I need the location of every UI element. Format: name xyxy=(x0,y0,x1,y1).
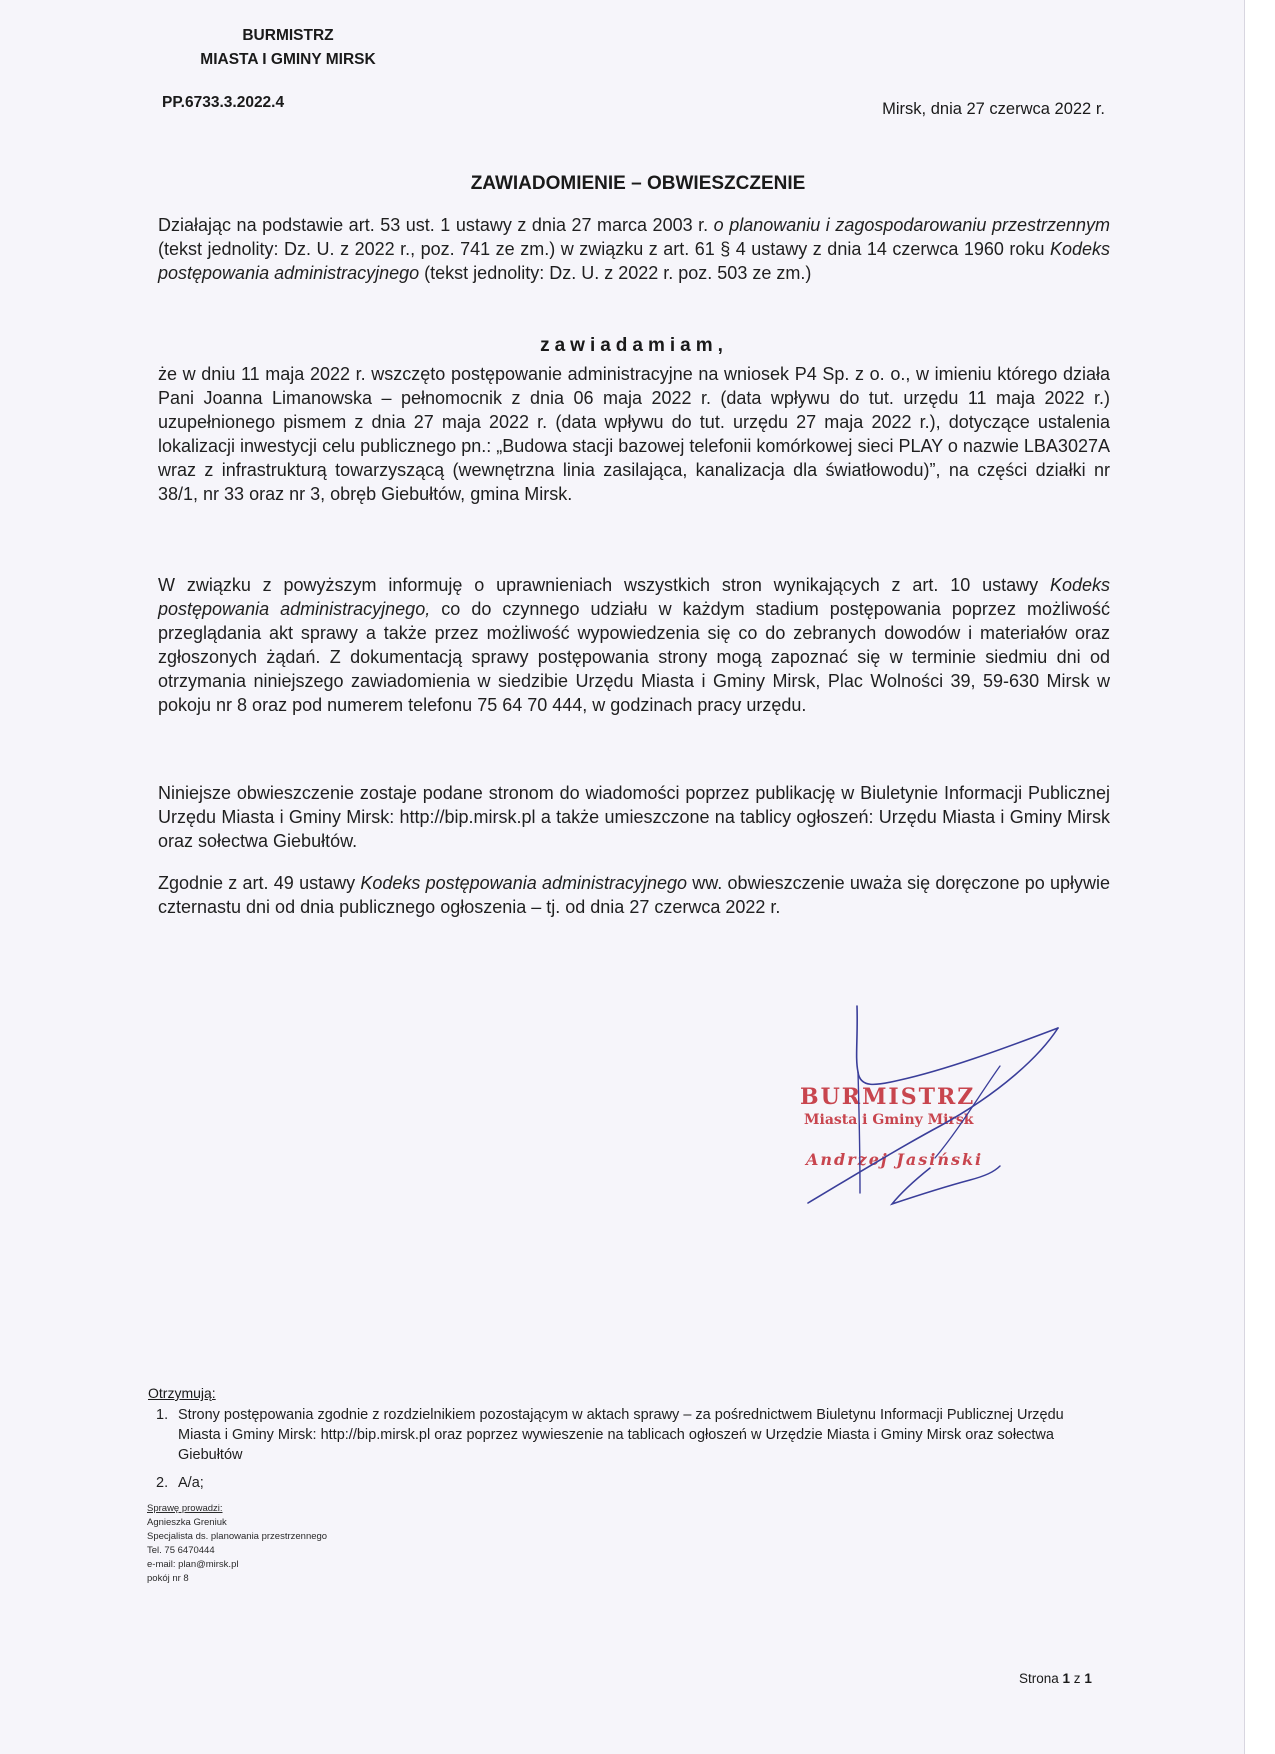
contact-name: Agnieszka Greniuk xyxy=(147,1517,227,1528)
text-span: Zgodnie z art. 49 ustawy xyxy=(158,873,361,893)
place-date: Mirsk, dnia 27 czerwca 2022 r. xyxy=(882,100,1105,118)
act-title: Kodeks postępowania administracyjnego xyxy=(360,873,688,893)
list-text: A/a; xyxy=(178,1475,204,1491)
contact-email: e-mail: plan@mirsk.pl xyxy=(147,1559,239,1570)
document-title: ZAWIADOMIENIE – OBWIESZCZENIE xyxy=(470,173,806,194)
list-number: 1. xyxy=(156,1407,169,1423)
contact-phone: Tel. 75 6470444 xyxy=(147,1545,215,1556)
page-number xyxy=(1019,1671,1092,1686)
list-number: 2. xyxy=(156,1475,169,1491)
page-sep: z xyxy=(1070,1671,1085,1686)
stamp-title: BURMISTRZ xyxy=(800,1084,976,1110)
page-prefix: Strona xyxy=(1019,1671,1063,1686)
page-total: 1 xyxy=(1084,1671,1092,1686)
list-text: Strony postępowania zgodnie z rozdzielnikiem pozostającym w aktach sprawy – za pośrednictwem Biuletynu Informacji Publicznej Urzędu Miasta i Gminy Mirsk: http://bip.mirsk.pl oraz poprzez wywieszenie na tablicach ogłoszeń w Urzędzie Miasta i Gminy Mirsk oraz sołectwa Giebułtów xyxy=(178,1407,1064,1463)
issuer-header xyxy=(183,24,393,72)
announcement-heading: zawiadamiam, xyxy=(540,335,728,356)
issuer-subtitle: MIASTA I GMINY MIRSK xyxy=(200,51,376,68)
issuer-title: BURMISTRZ xyxy=(242,27,334,44)
text-span: ww. obwieszczenie uważa się doręczone po upływie czternastu dni od dnia publicznego ogłoszenia – tj. od dnia 27 czerwca 2022 r. xyxy=(158,873,1110,917)
contact-label: Sprawę prowadzi: xyxy=(147,1503,223,1514)
text-span: (tekst jednolity: Dz. U. z 2022 r. poz. 503 ze zm.) xyxy=(419,263,812,283)
act-title: o planowaniu i zagospodarowaniu przestrzennym xyxy=(713,215,1111,235)
paragraph-publication: Niniejsze obwieszczenie zostaje podane stronom do wiadomości poprzez publikację w Biuletynie Informacji Publicznej Urzędu Miasta i Gminy Mirsk: http://bip.mirsk.pl a także umieszczone na tablicy ogłoszeń: Urzędu Miasta i Gminy Mirsk oraz sołectwa Giebułtów. xyxy=(158,783,1110,851)
act-title: Kodeks postępowania administracyjnego xyxy=(158,239,1110,283)
recipients-list xyxy=(148,1405,1108,1501)
contact-role: Specjalista ds. planowania przestrzennego xyxy=(147,1531,328,1542)
text-span: (tekst jednolity: Dz. U. z 2022 r., poz. 741 ze zm.) w związku z art. 61 § 4 ustawy z dnia 14 czerwca 1960 roku xyxy=(158,239,1050,259)
list-item xyxy=(148,1405,1108,1465)
paragraph-legal-basis xyxy=(158,213,1110,285)
stamp-subtitle: Miasta i Gminy Mirsk xyxy=(804,1112,974,1128)
text-span: co do czynnego udziału w każdym stadium postępowania poprzez możliwość przeglądania akt sprawy a także przez możliwość wypowiedzenia się co do zebranych dowodów i materiałów oraz zgłoszonych żądań. Z dokumentacją sprawy postępowania strony mogą zapoznać się w terminie siedmiu dni od otrzymania niniejszego zawiadomienia w siedzibie Urzędu Miasta i Gminy Mirsk, Plac Wolności 39, 59-630 Mirsk w pokoju nr 8 oraz pod numerem telefonu 75 64 70 444, w godzinach pracy urzędu. xyxy=(158,599,1110,715)
reference-number: PP.6733.3.2022.4 xyxy=(162,94,285,111)
signature-stamp xyxy=(780,998,1090,1248)
stamp-name: Andrzej Jasiński xyxy=(806,1150,984,1169)
contact-room: pokój nr 8 xyxy=(147,1573,189,1584)
paragraph-delivery xyxy=(158,871,1110,919)
paragraph-proceedings: że w dniu 11 maja 2022 r. wszczęto postępowanie administracyjne na wniosek P4 Sp. z o. o., w imieniu którego działa Pani Joanna Limanowska – pełnomocnik z dnia 06 maja 2022 r. (data wpływu do tut. urzędu 11 maja 2022 r.) uzupełnionego pismem z dnia 27 maja 2022 r. (data wpływu do tut. urzędu 27 maja 2022 r.), dotyczące ustalenia lokalizacji inwestycji celu publicznego pn.: „Budowa stacji bazowej telefonii komórkowej sieci PLAY o nazwie LBA3027A wraz z infrastrukturą towarzyszącą (wewnętrzna linia zasilająca, kanalizacja dla światłowodu)”, na części działki nr 38/1, nr 33 oraz nr 3, obręb Giebułtów, gmina Mirsk. xyxy=(158,364,1110,504)
case-handler-info xyxy=(147,1502,327,1586)
recipients-title: Otrzymują: xyxy=(148,1385,216,1401)
page-current: 1 xyxy=(1062,1671,1071,1686)
paragraph-rights xyxy=(158,573,1110,717)
act-title: Kodeks postępowania administracyjnego, xyxy=(158,575,1110,619)
list-item xyxy=(148,1473,1108,1493)
text-span: Działając na podstawie art. 53 ust. 1 ustawy z dnia 27 marca 2003 r. xyxy=(158,215,714,235)
handwritten-signature xyxy=(780,998,1090,1248)
text-span: W związku z powyższym informuję o uprawnieniach wszystkich stron wynikających z art. 10 ustawy xyxy=(158,575,1050,595)
